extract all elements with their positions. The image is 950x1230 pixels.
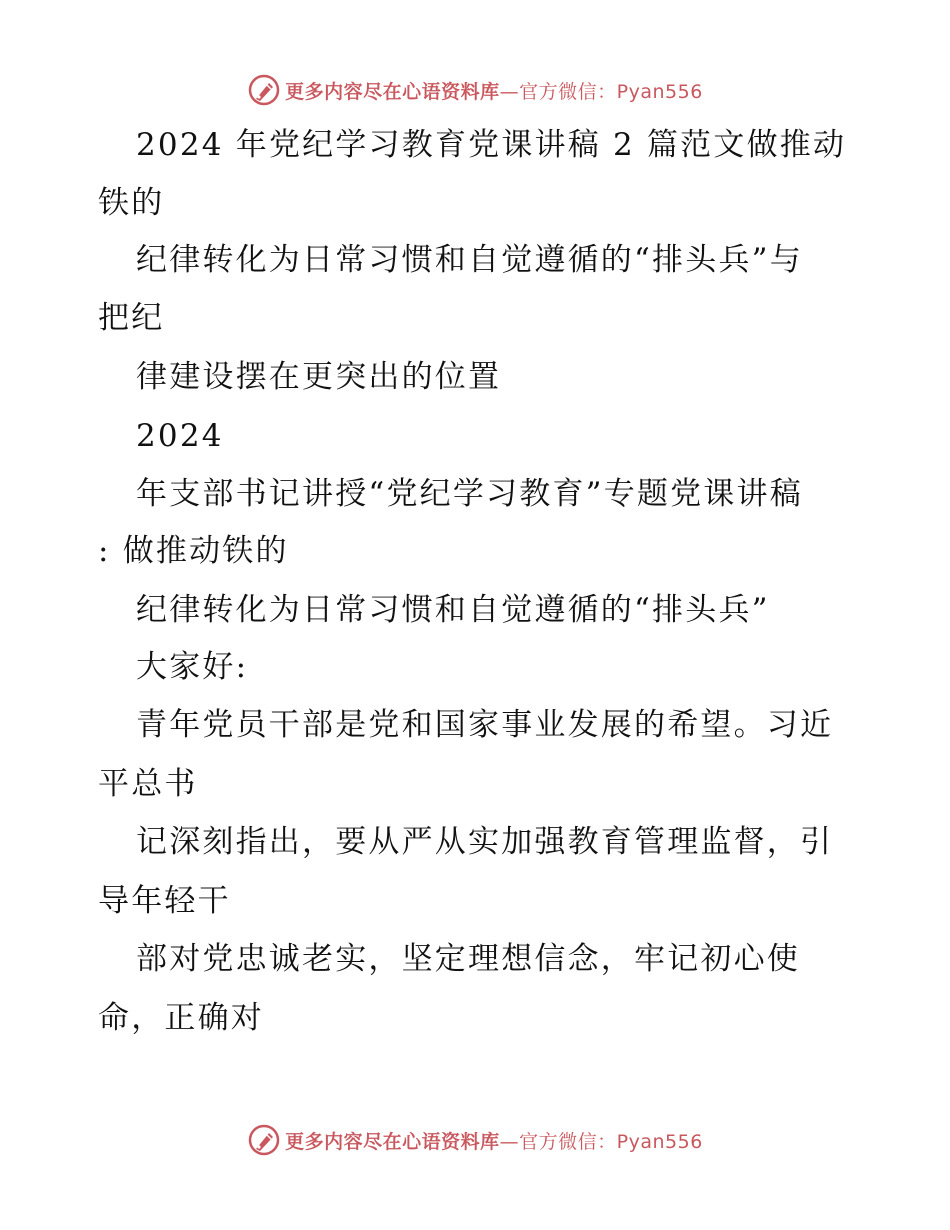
text-line: 2024 bbox=[136, 418, 224, 454]
watermark-brand: 更多内容尽在心语资料库 bbox=[285, 1130, 500, 1153]
text-line: 把纪 bbox=[98, 300, 165, 336]
watermark-contact: 官方微信：Pyan556 bbox=[519, 80, 703, 103]
text-line: 铁的 bbox=[98, 185, 165, 221]
watermark-separator: — bbox=[499, 80, 520, 103]
footer-watermark bbox=[0, 1122, 950, 1158]
text-line: 命，正确对 bbox=[98, 1000, 264, 1036]
pen-nib-logo-icon bbox=[247, 1123, 281, 1157]
text-line: 部对党忠诚老实，坚定理想信念，牢记初心使 bbox=[136, 941, 800, 977]
text-line: : 做推动铁的 bbox=[98, 533, 289, 569]
pen-nib-logo-icon bbox=[247, 73, 281, 107]
text-line: 纪律转化为日常习惯和自觉遵循的“排头兵” bbox=[136, 592, 770, 628]
text-line: 年支部书记讲授“党纪学习教育”专题党课讲稿 bbox=[136, 476, 803, 512]
text-line: 记深刻指出，要从严从实加强教育管理监督，引 bbox=[136, 824, 834, 860]
text-line: 纪律转化为日常习惯和自觉遵循的“排头兵”与 bbox=[136, 242, 803, 278]
watermark-contact: 官方微信：Pyan556 bbox=[519, 1130, 703, 1153]
text-line: 2024 年党纪学习教育党课讲稿 2 篇范文做推动 bbox=[136, 127, 847, 163]
text-line: 大家好: bbox=[136, 649, 249, 685]
text-line: 平总书 bbox=[98, 766, 198, 802]
header-watermark bbox=[0, 72, 950, 108]
watermark-text bbox=[285, 1127, 703, 1154]
text-line: 导年轻干 bbox=[98, 883, 231, 919]
watermark-brand: 更多内容尽在心语资料库 bbox=[285, 80, 500, 103]
watermark-separator: — bbox=[499, 1130, 520, 1153]
watermark-text bbox=[285, 77, 703, 104]
text-line: 律建设摆在更突出的位置 bbox=[136, 359, 502, 395]
text-line: 青年党员干部是党和国家事业发展的希望。习近 bbox=[136, 707, 834, 743]
